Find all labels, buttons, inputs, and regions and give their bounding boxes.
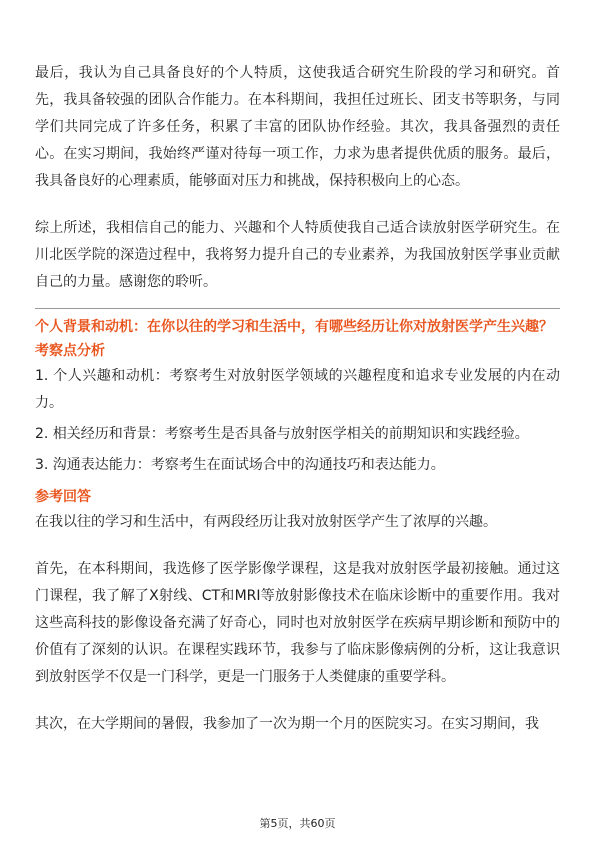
document-page xyxy=(35,60,560,738)
section-divider xyxy=(35,308,560,309)
analysis-heading: 考察点分析 xyxy=(35,343,105,359)
paragraph-gap xyxy=(35,691,560,711)
analysis-list xyxy=(35,363,560,479)
paragraph-gap xyxy=(35,536,560,556)
answer-paragraph: 首先，在本科期间，我选修了医学影像学课程，这是我对放射医学最初接触。通过这门课程，我了解了X射线、CT和MRI等放射影像技术在临床诊断中的重要作用。我对这些高科技的影像设备充满了好奇心，同时也对放射医学在疾病早期诊断和预防中的价值有了深刻的认识。在课程实践环节，我参与了临床影像病例的分析，这让我意识到放射医学不仅是一门科学，更是一门服务于人类健康的重要学科。 xyxy=(35,561,560,685)
answer-paragraph: 其次，在大学期间的暑假，我参加了一次为期一个月的医院实习。在实习期间，我 xyxy=(35,716,539,732)
analysis-item: 1. 个人兴趣和动机：考察考生对放射医学领域的兴趣程度和追求专业发展的内在动力。 xyxy=(35,368,560,411)
body-paragraph: 最后，我认为自己具备良好的个人特质，这使我适合研究生阶段的学习和研究。首先，我具备较强的团队合作能力。在本科期间，我担任过班长、团支书等职务，与同学们共同完成了许多任务，积累了丰富的团队协作经验。其次，我具备强烈的责任心。在实习期间，我始终严谨对待每一项工作，力求为患者提供优质的服务。最后，我具备良好的心理素质，能够面对压力和挑战，保持积极向上的心态。 xyxy=(35,65,560,189)
page-number-footer: 第5页，共60页 xyxy=(259,817,336,830)
analysis-item: 3. 沟通表达能力：考察考生在面试场合中的沟通技巧和表达能力。 xyxy=(35,457,445,473)
answer-heading: 参考回答 xyxy=(35,489,91,505)
interview-question: 个人背景和动机：在你以往的学习和生活中，有哪些经历让你对放射医学产生兴趣？ xyxy=(35,319,553,335)
paragraph-gap xyxy=(35,195,560,215)
body-paragraph: 综上所述，我相信自己的能力、兴趣和个人特质使我自己适合读放射医学研究生。在川北医学院的深造过程中，我将努力提升自己的专业素养，为我国放射医学事业贡献自己的力量。感谢您的聆听。 xyxy=(35,220,560,290)
answer-paragraph: 在我以往的学习和生活中，有两段经历让我对放射医学产生了浓厚的兴趣。 xyxy=(35,514,497,530)
analysis-item: 2. 相关经历和背景：考察考生是否具备与放射医学相关的前期知识和实践经验。 xyxy=(35,426,529,442)
